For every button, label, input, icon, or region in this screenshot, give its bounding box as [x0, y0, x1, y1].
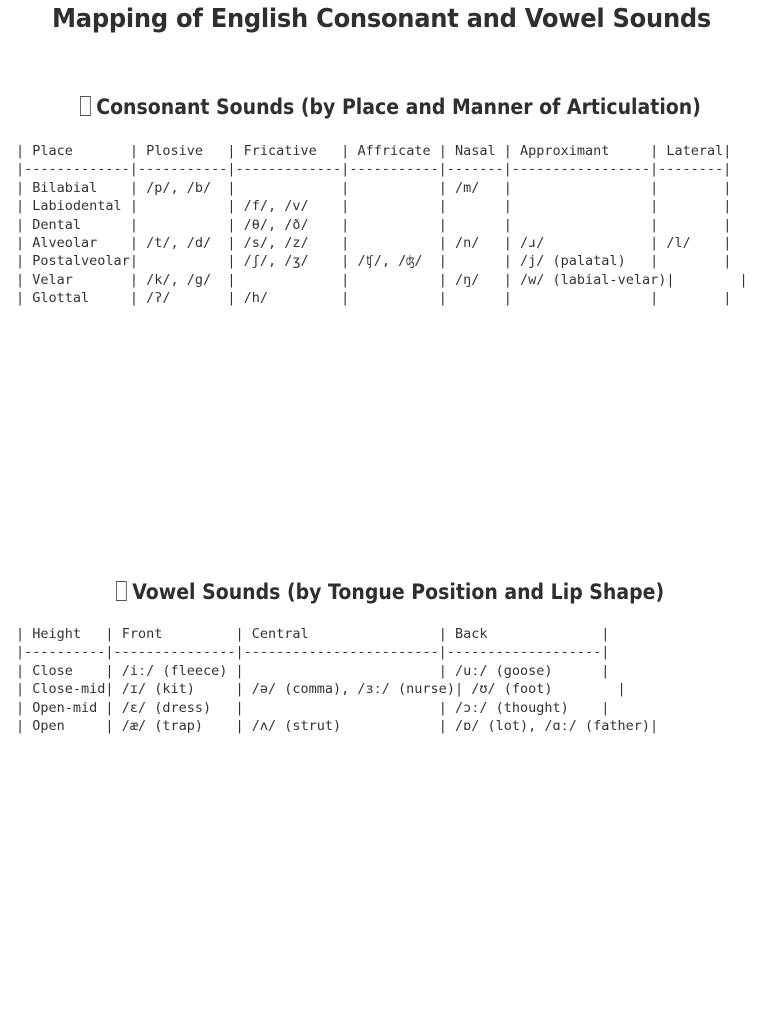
table-cell: /m/	[454, 179, 504, 196]
table-cell: /ɒ/ (lot), /ɑː/ (father)	[454, 717, 651, 734]
table-row: | Labiodental | | /f/, /v/ | | | | |	[16, 198, 732, 215]
table-cell: /ɹ/	[520, 234, 651, 251]
table-row: | Close-mid| /ɪ/ (kit) | /ə/ (comma), /ɜː/ (nurse)| /ʊ/ (foot) |	[16, 681, 626, 698]
table-cell: Open	[32, 717, 106, 734]
table-cell: /æ/ (trap)	[121, 717, 236, 734]
table-cell	[146, 217, 227, 233]
table-cell	[520, 198, 650, 214]
column-header: Nasal	[454, 143, 504, 159]
table-cell: /k/, /g/	[146, 271, 228, 288]
table-cell	[455, 253, 504, 269]
table-row: | Velar | /k/, /g/ | | | /ŋ/ | /w/ (labial-velar)| |	[16, 271, 748, 288]
column-header: Fricative	[243, 143, 342, 159]
table-cell	[357, 272, 438, 288]
table-separator: |-------------|-----------|-------------|-----------|-------|-----------------|--------|	[16, 161, 732, 178]
table-cell	[683, 272, 740, 288]
table-cell	[666, 253, 723, 269]
column-header: Height	[32, 626, 106, 642]
table-cell: /uː/ (goose)	[454, 662, 602, 679]
table-row: | Postalveolar| | /ʃ/, /ʒ/ | /ʧ/, /ʤ/ | | /j/ (palatal) | |	[16, 253, 732, 270]
table-cell: Dental	[32, 216, 130, 233]
table-row: | Bilabial | /p/, /b/ | | | /m/ | | |	[16, 179, 732, 196]
consonant-table	[16, 142, 748, 308]
table-cell	[146, 198, 227, 214]
table-cell: Bilabial	[32, 179, 130, 196]
table-cell: /ɔː/ (thought)	[454, 699, 602, 716]
table-cell	[357, 180, 438, 196]
table-cell: Close-mid	[32, 681, 106, 698]
table-header-row: | Place | Plosive | Fricative | Affricate | Nasal | Approximant | Lateral|	[16, 143, 732, 159]
table-cell: /n/	[454, 234, 504, 251]
consonant-section-heading	[80, 95, 701, 119]
vowel-heading-text: Vowel Sounds (by Tongue Position and Lip Shape)	[132, 580, 665, 604]
table-cell	[252, 663, 439, 679]
table-cell	[666, 217, 723, 233]
table-cell: Close	[32, 662, 106, 679]
table-cell	[520, 290, 650, 306]
table-cell: /w/ (labial-velar)	[520, 271, 667, 288]
table-cell: /h/	[243, 290, 342, 307]
table-cell	[455, 290, 504, 306]
consonant-heading-text: Consonant Sounds (by Place and Manner of Articulation)	[96, 95, 701, 119]
table-row: | Open-mid | /ɛ/ (dress) | | /ɔː/ (thought) |	[16, 699, 610, 716]
table-cell: /t/, /d/	[146, 234, 228, 251]
table-row: | Glottal | /ʔ/ | /h/ | | | | |	[16, 290, 732, 307]
table-cell: Glottal	[32, 290, 130, 307]
column-header: Place	[32, 143, 130, 159]
table-cell	[666, 290, 723, 306]
column-header: Front	[121, 626, 236, 642]
table-cell	[520, 217, 650, 233]
table-header-row: | Height | Front | Central | Back |	[16, 626, 610, 642]
table-cell: /θ/, /ð/	[243, 216, 342, 233]
table-cell: Postalveolar	[32, 253, 130, 270]
vowel-section-heading	[116, 580, 664, 604]
table-cell: Labiodental	[32, 198, 130, 215]
column-header: Approximant	[520, 143, 651, 159]
table-cell: /s/, /z/	[243, 234, 342, 251]
table-cell: Velar	[32, 271, 130, 288]
column-header: Lateral	[666, 143, 724, 159]
table-cell: /ə/ (comma), /ɜː/ (nurse)	[251, 681, 455, 698]
table-row: | Alveolar | /t/, /d/ | /s/, /z/ | | /n/ | /ɹ/ | /l/ |	[16, 234, 732, 251]
table-cell: /ɛ/ (dress)	[121, 699, 236, 716]
table-cell: /j/ (palatal)	[520, 253, 651, 270]
page-title: Mapping of English Consonant and Vowel Sounds	[52, 4, 712, 34]
table-cell: /ʊ/ (foot)	[471, 681, 618, 698]
column-header: Back	[454, 626, 602, 642]
table-cell	[357, 235, 438, 251]
table-cell: /ŋ/	[454, 271, 504, 288]
table-row: | Dental | | /θ/, /ð/ | | | | |	[16, 216, 732, 233]
missing-emoji-icon	[80, 96, 91, 116]
table-row: | Open | /æ/ (trap) | /ʌ/ (strut) | /ɒ/ (lot), /ɑː/ (father)|	[16, 717, 659, 734]
missing-emoji-icon	[116, 581, 127, 601]
table-cell	[455, 198, 504, 214]
column-header: Central	[251, 626, 439, 642]
table-row: | Close | /iː/ (fleece) | | /uː/ (goose) |	[16, 662, 610, 679]
table-separator: |----------|---------------|------------------------|-------------------|	[16, 644, 610, 661]
table-cell	[520, 180, 650, 196]
table-cell: /ʌ/ (strut)	[251, 717, 439, 734]
table-cell	[357, 290, 438, 306]
table-cell: /f/, /v/	[243, 198, 342, 215]
table-cell: Alveolar	[32, 234, 130, 251]
table-cell	[666, 180, 723, 196]
table-cell: /p/, /b/	[146, 179, 228, 196]
table-cell: /ɪ/ (kit)	[121, 681, 236, 698]
table-cell	[357, 217, 438, 233]
table-cell	[244, 180, 342, 196]
table-cell	[455, 217, 504, 233]
table-cell: Open-mid	[32, 699, 106, 716]
table-cell	[357, 198, 438, 214]
table-cell: /ʃ/, /ʒ/	[243, 253, 342, 270]
column-header: Plosive	[146, 143, 228, 159]
table-cell: /ʔ/	[146, 290, 228, 307]
table-cell	[252, 700, 439, 716]
table-cell: /l/	[666, 234, 724, 251]
table-cell	[146, 253, 227, 269]
table-cell: /iː/ (fleece)	[121, 662, 236, 679]
column-header: Affricate	[357, 143, 439, 159]
table-cell	[666, 198, 723, 214]
table-cell	[244, 272, 342, 288]
table-cell: /ʧ/, /ʤ/	[357, 253, 439, 270]
vowel-table	[16, 625, 658, 735]
